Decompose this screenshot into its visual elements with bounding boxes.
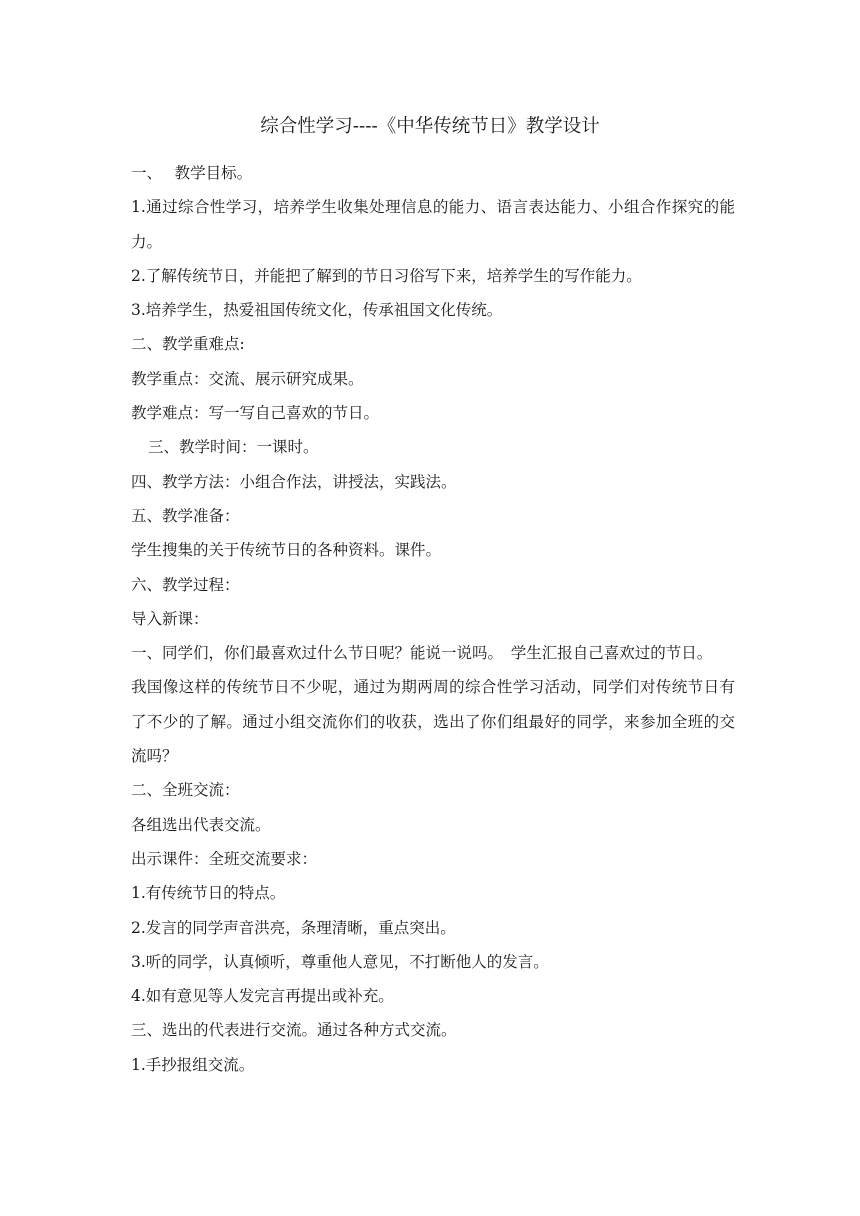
requirement-item-4: 4.如有意见等人发完言再提出或补充。 — [131, 987, 394, 1006]
step-two-text: 各组选出代表交流。 — [131, 815, 271, 834]
section-heading-time: 三、教学时间：一课时。 — [148, 438, 319, 457]
step-three-item-1: 1.手抄报组交流。 — [131, 1055, 255, 1074]
step-one-text: 一、同学们，你们最喜欢过什么节日呢？能说一说吗。 学生汇报自己喜欢过的节日。 — [131, 644, 713, 663]
section-heading-process: 六、教学过程： — [131, 575, 240, 594]
requirement-item-2: 2.发言的同学声音洪亮，条理清晰，重点突出。 — [131, 918, 456, 937]
section-heading-objectives: 一、 教学目标。 — [131, 164, 253, 182]
step-three-heading: 三、选出的代表进行交流。通过各种方式交流。 — [131, 1021, 457, 1040]
document-body — [131, 156, 735, 1082]
intro-paragraph: 我国像这样的传统节日不少呢，通过为期两周的综合性学习活动，同学们对传统节日有了不少的了解。通过小组交流你们的收获，选出了你们组最好的同学，来参加全班的交流吗？ — [131, 678, 735, 766]
preparation-text: 学生搜集的关于传统节日的各种资料。课件。 — [131, 541, 442, 560]
requirement-item-3: 3.听的同学，认真倾听，尊重他人意见，不打断他人的发言。 — [131, 952, 549, 971]
section-heading-preparation: 五、教学准备： — [131, 506, 240, 525]
key-point-text: 教学重点：交流、展示研究成果。 — [131, 369, 364, 388]
objective-item-3: 3.培养学生，热爱祖国传统文化，传承祖国文化传统。 — [131, 301, 503, 320]
section-heading-key-points: 二、教学重难点: — [131, 335, 245, 354]
intro-heading: 导入新课： — [131, 609, 209, 628]
objective-item-1: 1.通过综合性学习，培养学生收集处理信息的能力、语言表达能力、小组合作探究的能力。 — [131, 198, 735, 251]
section-heading-methods: 四、教学方法：小组合作法，讲授法，实践法。 — [131, 472, 457, 491]
requirement-item-1: 1.有传统节日的特点。 — [131, 884, 286, 903]
courseware-heading: 出示课件：全班交流要求： — [131, 849, 318, 868]
difficult-point-text: 教学难点：写一写自己喜欢的节日。 — [131, 404, 380, 423]
document-title: 综合性学习----《中华传统节日》教学设计 — [260, 116, 600, 137]
objective-item-2: 2.了解传统节日，并能把了解到的节日习俗写下来，培养学生的写作能力。 — [131, 266, 642, 285]
step-two-heading: 二、全班交流： — [131, 781, 240, 800]
